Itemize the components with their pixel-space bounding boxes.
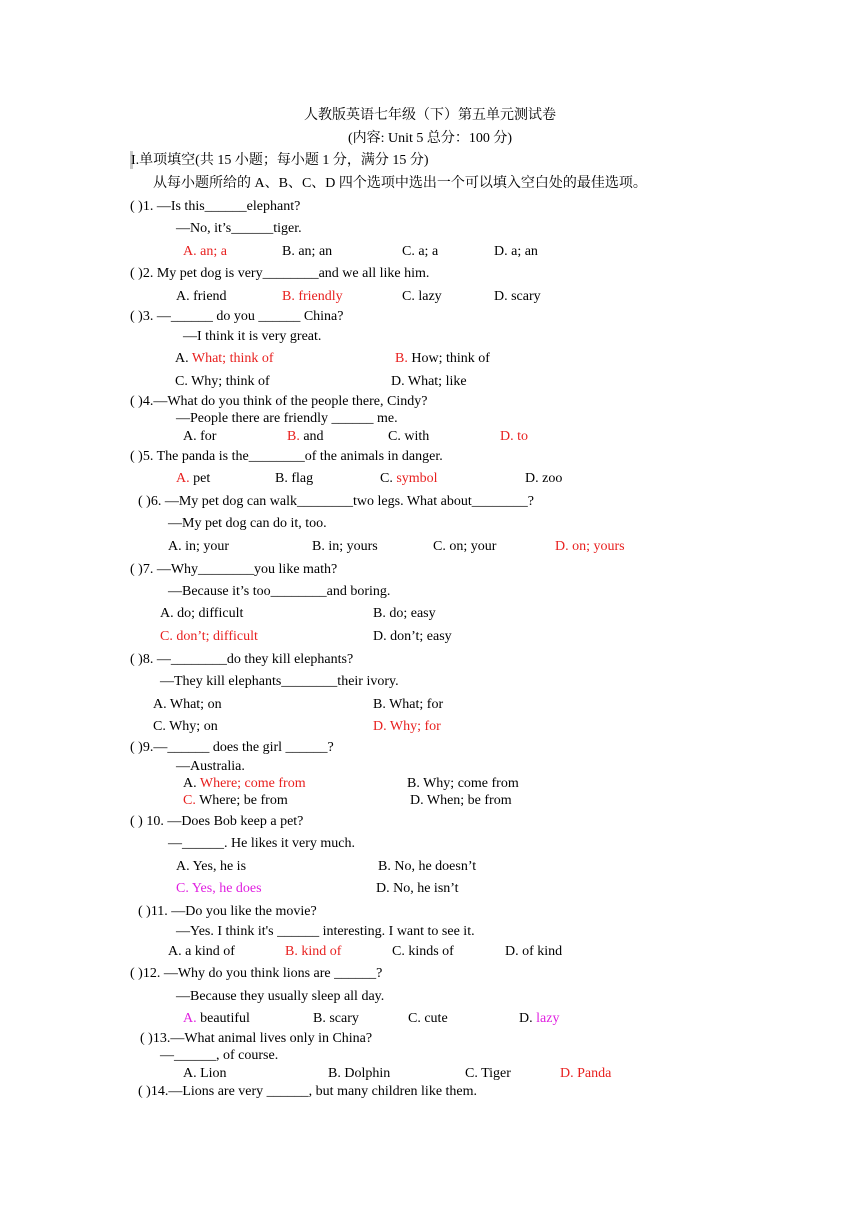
question-12-option-a: A. beautiful [183, 1011, 250, 1026]
question-4-line2: —People there are friendly ______ me. [176, 411, 398, 426]
question-12-line2: —Because they usually sleep all day. [176, 989, 385, 1004]
question-8-line2: —They kill elephants________their ivory. [160, 674, 399, 689]
question-10-line2: —______. He likes it very much. [168, 836, 356, 851]
question-1-stem: ( )1. —Is this______elephant? [130, 199, 301, 214]
question-13-line2: —______, of course. [160, 1048, 279, 1063]
question-3-option-d: D. What; like [391, 374, 467, 389]
question-6-stem: ( )6. —My pet dog can walk________two legs. What about________? [138, 494, 534, 509]
question-2-option-c: C. lazy [402, 289, 442, 304]
question-6-option-d: D. on; yours [555, 539, 625, 554]
question-3-option-b: B. How; think of [395, 351, 490, 366]
question-10-option-a: A. Yes, he is [176, 859, 247, 874]
question-13-option-c: C. Tiger [465, 1066, 511, 1081]
question-4-option-a: A. for [183, 429, 217, 444]
question-11-option-d: D. of kind [505, 944, 563, 959]
question-6-line2: —My pet dog can do it, too. [168, 516, 327, 531]
question-7-option-b: B. do; easy [373, 606, 436, 621]
question-1-option-a: A. an; a [183, 244, 227, 259]
question-1-option-b: B. an; an [282, 244, 333, 259]
question-12-stem: ( )12. —Why do you think lions are ______? [130, 966, 383, 981]
question-4-option-c: C. with [388, 429, 430, 444]
question-7-option-d: D. don’t; easy [373, 629, 452, 644]
question-9-option-a: A. Where; come from [183, 776, 306, 791]
question-11-option-b: B. kind of [285, 944, 342, 959]
question-2-stem: ( )2. My pet dog is very________and we all like him. [130, 266, 430, 281]
question-1-line2: —No, it’s______tiger. [176, 221, 302, 236]
question-2-option-d: D. scary [494, 289, 541, 304]
question-10-option-d: D. No, he isn’t [376, 881, 459, 896]
question-1-option-c: C. a; a [402, 244, 439, 259]
question-2-option-b: B. friendly [282, 289, 343, 304]
page-subtitle: (内容: Unit 5 总分：100 分) [347, 131, 513, 146]
question-1-option-d: D. a; an [494, 244, 538, 259]
question-5-option-d: D. zoo [525, 471, 563, 486]
question-5-stem: ( )5. The panda is the________of the animals in danger. [130, 449, 443, 464]
question-4-stem: ( )4.—What do you think of the people there, Cindy? [130, 394, 428, 409]
question-10-stem: ( ) 10. —Does Bob keep a pet? [130, 814, 304, 829]
question-5-option-a: A. pet [176, 471, 211, 486]
question-8-stem: ( )8. —________do they kill elephants? [130, 652, 354, 667]
question-6-option-a: A. in; your [168, 539, 230, 554]
question-13-option-b: B. Dolphin [328, 1066, 391, 1081]
question-9-option-c: C. Where; be from [183, 793, 288, 808]
question-9-line2: —Australia. [176, 759, 245, 774]
question-14-stem: ( )14.—Lions are very ______, but many children like them. [138, 1084, 478, 1099]
question-7-option-c: C. don’t; difficult [160, 629, 258, 644]
question-12-option-b: B. scary [313, 1011, 359, 1026]
question-2-option-a: A. friend [176, 289, 227, 304]
question-9-stem: ( )9.—______ does the girl ______? [130, 740, 334, 755]
page-title: 人教版英语七年级（下）第五单元测试卷 [304, 108, 556, 123]
question-3-stem: ( )3. —______ do you ______ China? [130, 309, 344, 324]
question-6-option-c: C. on; your [433, 539, 497, 554]
question-4-option-d: D. to [500, 429, 528, 444]
question-4-option-b: B. and [287, 429, 324, 444]
question-10-option-b: B. No, he doesn’t [378, 859, 477, 874]
question-7-line2: —Because it’s too________and boring. [168, 584, 391, 599]
question-5-option-b: B. flag [275, 471, 314, 486]
question-13-option-d: D. Panda [560, 1066, 612, 1081]
question-3-option-a: A. What; think of [175, 351, 274, 366]
question-8-option-c: C. Why; on [153, 719, 218, 734]
question-12-option-c: C. cute [408, 1011, 448, 1026]
section-instruction: 从每小题所给的 A、B、C、D 四个选项中选出一个可以填入空白处的最佳选项。 [153, 176, 647, 191]
question-11-stem: ( )11. —Do you like the movie? [138, 904, 317, 919]
question-11-line2: —Yes. I think it's ______ interesting. I want to see it. [176, 924, 475, 939]
section-heading: I.单项填空(共 15 小题；每小题 1 分，满分 15 分) [131, 153, 429, 168]
question-8-option-a: A. What; on [153, 697, 222, 712]
question-8-option-b: B. What; for [373, 697, 444, 712]
question-3-line2: —I think it is very great. [183, 329, 322, 344]
question-7-stem: ( )7. —Why________you like math? [130, 562, 338, 577]
question-11-option-c: C. kinds of [392, 944, 454, 959]
question-6-option-b: B. in; yours [312, 539, 378, 554]
question-3-option-c: C. Why; think of [175, 374, 270, 389]
question-5-option-c: C. symbol [380, 471, 438, 486]
question-13-stem: ( )13.—What animal lives only in China? [140, 1031, 373, 1046]
question-12-option-d: D. lazy [519, 1011, 560, 1026]
question-8-option-d: D. Why; for [373, 719, 441, 734]
question-9-option-b: B. Why; come from [407, 776, 519, 791]
question-10-option-c: C. Yes, he does [176, 881, 262, 896]
question-11-option-a: A. a kind of [168, 944, 235, 959]
question-9-option-d: D. When; be from [410, 793, 512, 808]
question-7-option-a: A. do; difficult [160, 606, 244, 621]
question-13-option-a: A. Lion [183, 1066, 227, 1081]
